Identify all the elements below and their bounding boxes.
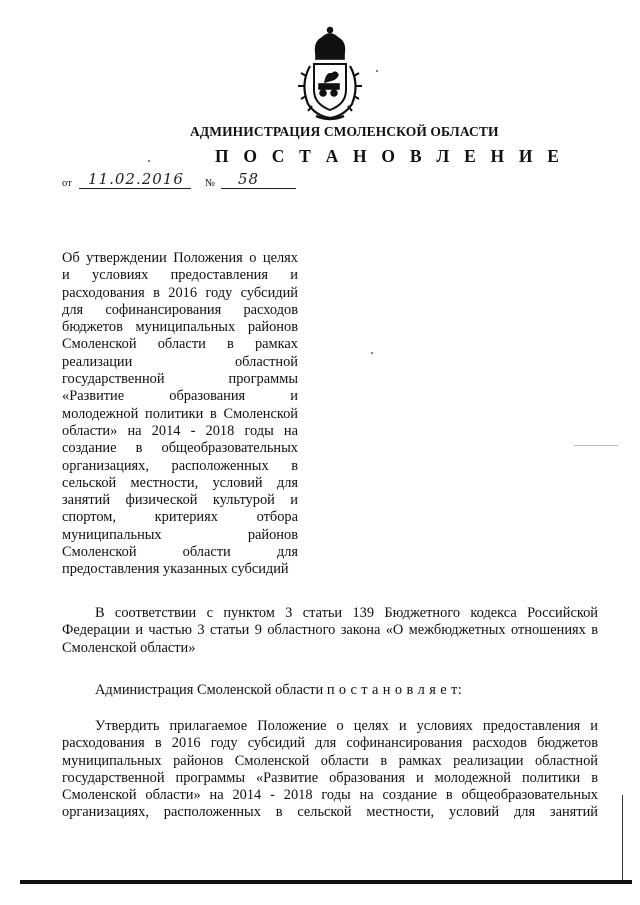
handwritten-number: 58 <box>238 170 260 188</box>
title-line: предоставления указанных субсидий <box>62 561 289 578</box>
scan-speck <box>574 445 618 446</box>
preamble-paragraph <box>62 605 598 657</box>
scan-speck <box>148 160 150 162</box>
decision-paragraph <box>62 718 598 822</box>
document-type: П О С Т А Н О В Л Е Н И Е <box>215 146 565 166</box>
resolution-verb: п о с т а н о в л я е т: <box>326 682 463 698</box>
title-line: и условиях предоставления и <box>62 267 298 284</box>
title-line: молодежной политики в Смоленской <box>62 405 298 422</box>
title-line: области» на 2014 - 2018 годы на <box>62 422 298 439</box>
smolensk-coat-of-arms-icon <box>294 24 366 124</box>
title-line: расходования в 2016 году субсидий <box>62 284 298 301</box>
text-line: Федерации и частью 3 статьи 9 областного закона «О межбюджетных отношениях в <box>62 622 598 639</box>
title-line: муниципальных районов <box>62 526 298 543</box>
handwritten-date: 11.02.2016 <box>88 170 184 188</box>
title-line: занятий физической культурой и <box>62 492 298 509</box>
title-line: «Развитие образования и <box>62 388 298 405</box>
date-underline <box>79 188 191 189</box>
date-number-line <box>62 170 322 192</box>
text-line: Смоленской области» <box>62 639 196 656</box>
title-line: организациях, расположенных в <box>62 457 298 474</box>
text-line <box>62 682 598 699</box>
text-line: Смоленской области» на 2014 - 2018 годы на создание в общеобразовательных <box>62 787 598 804</box>
title-line: создание в общеобразовательных <box>62 440 298 457</box>
title-line: для софинансирования расходов <box>62 301 298 318</box>
scan-speck <box>371 352 373 354</box>
number-label: № <box>205 178 216 189</box>
title-line: бюджетов муниципальных районов <box>62 319 298 336</box>
organization-name: АДМИНИСТРАЦИЯ СМОЛЕНСКОЙ ОБЛАСТИ <box>190 124 499 139</box>
text-line: организациях, расположенных в сельской местности, условий для занятий <box>62 804 598 821</box>
document-title <box>62 250 298 579</box>
title-line: Смоленской области для <box>62 544 298 561</box>
title-line: реализации областной <box>62 353 298 370</box>
scan-speck <box>376 70 378 72</box>
title-line: спортом, критериях отбора <box>62 509 298 526</box>
text-line: В соответствии с пунктом 3 статьи 139 Бюджетного кодекса Российской <box>95 605 598 621</box>
text-line: Утвердить прилагаемое Положение о целях и условиях предоставления и <box>95 718 598 734</box>
number-underline <box>221 188 296 189</box>
title-line: государственной программы <box>62 371 298 388</box>
title-line: Об утверждении Положения о целях <box>62 250 298 266</box>
text-line: расходования в 2016 году субсидий для софинансирования расходов бюджетов <box>62 735 598 752</box>
text-line: муниципальных районов Смоленской области в рамках реализации областной <box>62 752 598 769</box>
text-line: государственной программы «Развитие образования и молодежной политики в <box>62 769 598 786</box>
bottom-scan-border <box>20 880 632 884</box>
resolution-subject: Администрация Смоленской области <box>95 682 324 698</box>
title-line: сельской местности, условий для <box>62 474 298 491</box>
resolution-clause <box>62 682 598 699</box>
date-label: от <box>62 178 72 189</box>
title-line: Смоленской области в рамках <box>62 336 298 353</box>
page-edge-line <box>622 795 623 880</box>
